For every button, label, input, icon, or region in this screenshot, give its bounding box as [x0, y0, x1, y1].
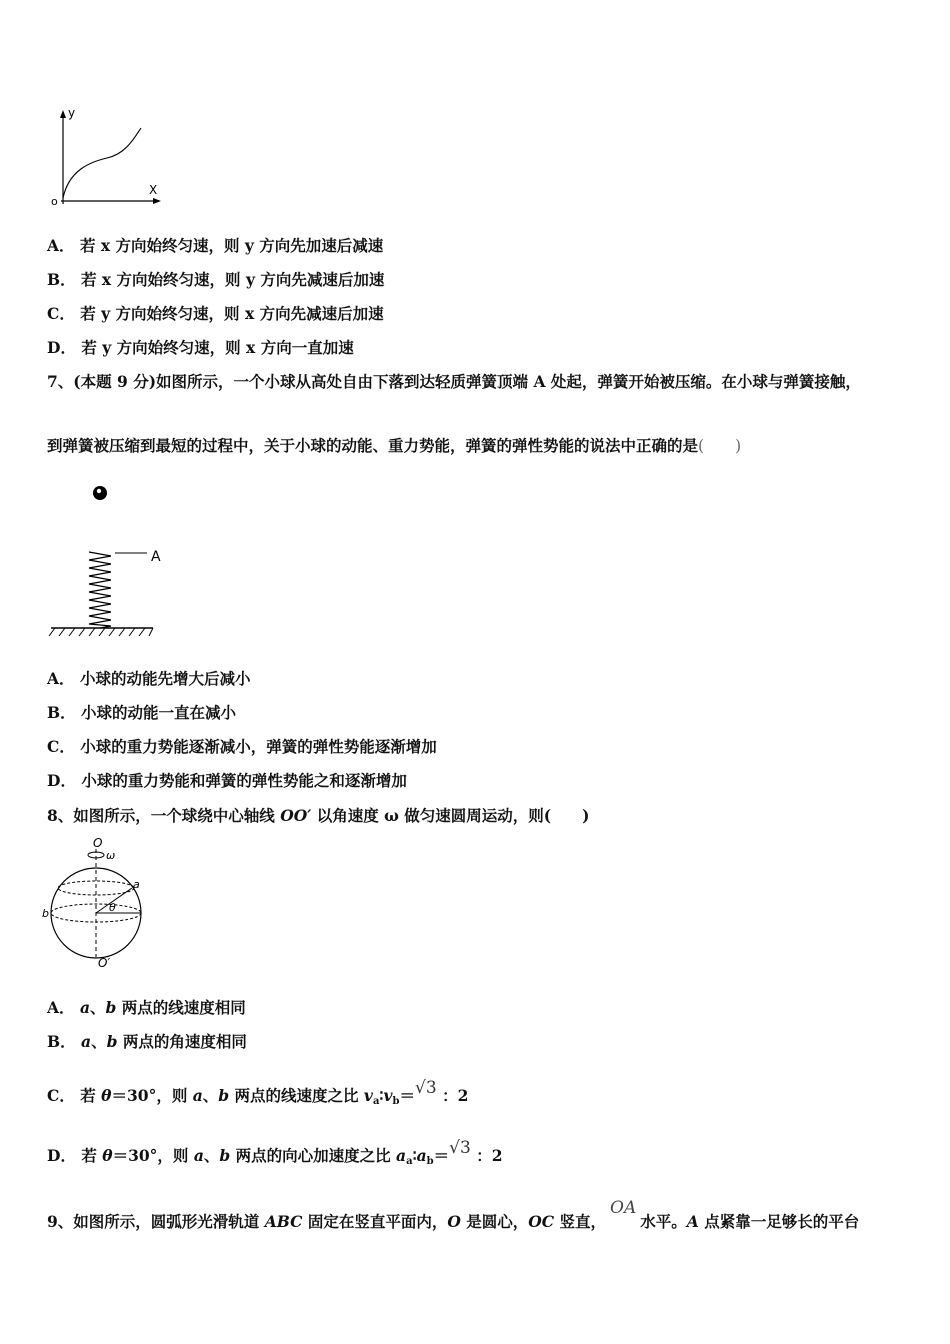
q8-option-c: C． 若 θ＝30°，则 a、b 两点的线速度之比 $v_a∶v_b=√3$ ：2 — [47, 1078, 469, 1107]
q7-stem-line2: 到弹簧被压缩到最短的过程中，关于小球的动能、重力势能，弹簧的弹性势能的说法中正确的是( ) — [47, 436, 742, 455]
ground-hatching — [49, 628, 153, 636]
q8-option-b: B． a、b 两点的角速度相同 — [47, 1032, 247, 1051]
sqrt-three: √3 — [415, 1078, 437, 1098]
sqrt-three: √3 — [449, 1138, 471, 1158]
x-axis-arrow — [153, 198, 161, 204]
q6-option-c: C． 若 y 方向始终匀速，则 x 方向先减速后加速 — [47, 304, 384, 323]
q8-option-a: A． a、b 两点的线速度相同 — [47, 998, 246, 1017]
q6-option-a: A． 若 x 方向始终匀速，则 y 方向先加速后减速 — [47, 236, 384, 255]
y-axis-arrow — [60, 110, 66, 118]
xy-graph-figure — [45, 100, 170, 210]
q6-option-b: B． 若 x 方向始终匀速，则 y 方向先减速后加速 — [47, 270, 385, 289]
q7-option-a: A． 小球的动能先增大后减小 — [47, 669, 251, 688]
origin-label: o — [51, 195, 58, 208]
q8-stem: 8、如图所示，一个球绕中心轴线 OO′ 以角速度 ω 做匀速圆周运动，则( ) — [47, 806, 590, 825]
axis-top-label: O — [93, 836, 103, 850]
ball-highlight — [97, 489, 101, 493]
q7-stem-line1: 7、(本题 9 分)如图所示，一个小球从高处自由下落到达轻质弹簧顶端 A 处起，弹簧开始被压缩。在小球与弹簧接触， — [47, 372, 861, 391]
point-b-label: b — [42, 907, 49, 920]
omega-label: ω — [106, 849, 116, 862]
q7-option-c: C． 小球的重力势能逐渐减小，弹簧的弹性势能逐渐增加 — [47, 737, 437, 756]
motion-curve — [63, 128, 141, 198]
ball — [93, 486, 107, 500]
point-a-label: a — [133, 878, 140, 891]
q6-option-d: D． 若 y 方向始终匀速，则 x 方向一直加速 — [47, 338, 354, 357]
y-axis-label: y — [68, 106, 76, 120]
spring — [89, 552, 111, 628]
q9-stem: 9、如图所示，圆弧形光滑轨道 ABC 固定在竖直平面内，O 是圆心，OC 竖直，OA水平。A 点紧靠一足够长的平台 — [47, 1198, 860, 1231]
point-a-label: A — [151, 549, 161, 565]
x-axis-label: X — [149, 183, 158, 197]
q7-answer-paren: ( ) — [698, 437, 742, 455]
axis-bottom-label: O′ — [98, 956, 111, 970]
q7-option-b: B． 小球的动能一直在减小 — [47, 703, 237, 722]
rotating-sphere-figure — [44, 835, 164, 975]
spring-ball-figure — [45, 480, 175, 640]
q7-option-d: D． 小球的重力势能和弹簧的弹性势能之和逐渐增加 — [47, 771, 407, 790]
theta-label: θ — [109, 901, 116, 914]
q8-option-d: D． 若 θ＝30°，则 a、b 两点的向心加速度之比 $a_a∶a_b=√3$ ：2 — [47, 1138, 503, 1167]
